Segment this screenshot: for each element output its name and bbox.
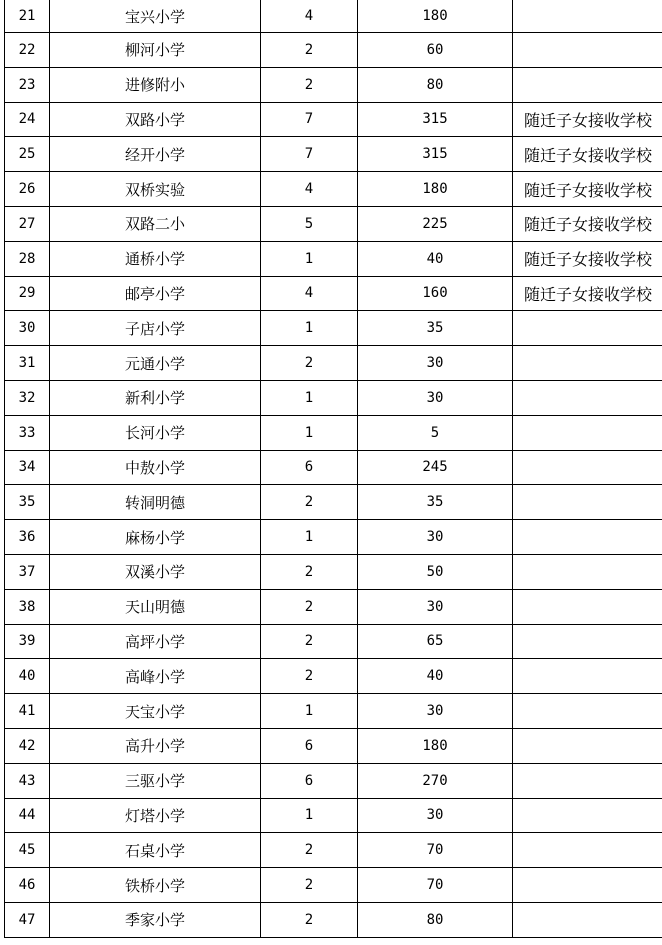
- remark-cell: [513, 659, 662, 694]
- student-count-cell: 70: [358, 833, 513, 868]
- table-row: [5, 380, 662, 415]
- school-name-cell: 进修附小: [50, 67, 261, 102]
- school-name-cell: 双路小学: [50, 102, 261, 137]
- class-count-cell: 1: [261, 520, 358, 555]
- row-number-cell: 38: [5, 589, 50, 624]
- student-count-cell: 35: [358, 311, 513, 346]
- row-number-cell: 31: [5, 346, 50, 381]
- student-count-cell: 5: [358, 415, 513, 450]
- school-name-cell: 高峰小学: [50, 659, 261, 694]
- row-number-cell: 34: [5, 450, 50, 485]
- student-count-cell: 60: [358, 33, 513, 68]
- student-count-cell: 225: [358, 206, 513, 241]
- student-count-cell: 315: [358, 102, 513, 137]
- class-count-cell: 2: [261, 902, 358, 937]
- table-row: [5, 520, 662, 555]
- row-number-cell: 46: [5, 868, 50, 903]
- row-number-cell: 44: [5, 798, 50, 833]
- remark-cell: 随迁子女接收学校: [513, 172, 662, 207]
- school-name-cell: 宝兴小学: [50, 0, 261, 33]
- row-number-cell: 42: [5, 728, 50, 763]
- row-number-cell: 37: [5, 554, 50, 589]
- table-row: [5, 206, 662, 241]
- remark-cell: [513, 67, 662, 102]
- row-number-cell: 21: [5, 0, 50, 33]
- school-name-cell: 灯塔小学: [50, 798, 261, 833]
- school-name-cell: 三驱小学: [50, 763, 261, 798]
- class-count-cell: 7: [261, 137, 358, 172]
- table-row: [5, 276, 662, 311]
- class-count-cell: 2: [261, 624, 358, 659]
- student-count-cell: 40: [358, 659, 513, 694]
- student-count-cell: 30: [358, 346, 513, 381]
- remark-cell: [513, 763, 662, 798]
- student-count-cell: 65: [358, 624, 513, 659]
- remark-cell: [513, 380, 662, 415]
- table-row: [5, 346, 662, 381]
- table-row: [5, 102, 662, 137]
- student-count-cell: 35: [358, 485, 513, 520]
- school-name-cell: 柳河小学: [50, 33, 261, 68]
- student-count-cell: 80: [358, 902, 513, 937]
- school-name-cell: 双路二小: [50, 206, 261, 241]
- row-number-cell: 47: [5, 902, 50, 937]
- row-number-cell: 29: [5, 276, 50, 311]
- row-number-cell: 27: [5, 206, 50, 241]
- school-name-cell: 邮亭小学: [50, 276, 261, 311]
- class-count-cell: 4: [261, 172, 358, 207]
- table-row: [5, 450, 662, 485]
- row-number-cell: 30: [5, 311, 50, 346]
- class-count-cell: 2: [261, 659, 358, 694]
- school-name-cell: 中敖小学: [50, 450, 261, 485]
- remark-cell: [513, 346, 662, 381]
- remark-cell: [513, 450, 662, 485]
- row-number-cell: 22: [5, 33, 50, 68]
- class-count-cell: 1: [261, 415, 358, 450]
- class-count-cell: 2: [261, 346, 358, 381]
- student-count-cell: 160: [358, 276, 513, 311]
- row-number-cell: 32: [5, 380, 50, 415]
- school-name-cell: 新利小学: [50, 380, 261, 415]
- school-name-cell: 通桥小学: [50, 241, 261, 276]
- school-name-cell: 子店小学: [50, 311, 261, 346]
- class-count-cell: 2: [261, 67, 358, 102]
- school-name-cell: 天宝小学: [50, 694, 261, 729]
- school-name-cell: 双桥实验: [50, 172, 261, 207]
- school-name-cell: 麻杨小学: [50, 520, 261, 555]
- school-name-cell: 天山明德: [50, 589, 261, 624]
- row-number-cell: 26: [5, 172, 50, 207]
- row-number-cell: 28: [5, 241, 50, 276]
- student-count-cell: 50: [358, 554, 513, 589]
- student-count-cell: 180: [358, 172, 513, 207]
- row-number-cell: 35: [5, 485, 50, 520]
- row-number-cell: 40: [5, 659, 50, 694]
- class-count-cell: 2: [261, 589, 358, 624]
- student-count-cell: 40: [358, 241, 513, 276]
- table-row: [5, 415, 662, 450]
- remark-cell: [513, 833, 662, 868]
- table-row: [5, 67, 662, 102]
- student-count-cell: 30: [358, 798, 513, 833]
- remark-cell: 随迁子女接收学校: [513, 206, 662, 241]
- student-count-cell: 180: [358, 0, 513, 33]
- remark-cell: [513, 798, 662, 833]
- row-number-cell: 43: [5, 763, 50, 798]
- remark-cell: [513, 728, 662, 763]
- table-row: [5, 33, 662, 68]
- school-name-cell: 高坪小学: [50, 624, 261, 659]
- class-count-cell: 7: [261, 102, 358, 137]
- student-count-cell: 30: [358, 380, 513, 415]
- row-number-cell: 24: [5, 102, 50, 137]
- remark-cell: [513, 624, 662, 659]
- table-row: [5, 624, 662, 659]
- school-table: [4, 0, 662, 938]
- row-number-cell: 41: [5, 694, 50, 729]
- remark-cell: [513, 589, 662, 624]
- class-count-cell: 2: [261, 554, 358, 589]
- class-count-cell: 2: [261, 833, 358, 868]
- class-count-cell: 1: [261, 241, 358, 276]
- table-row: [5, 694, 662, 729]
- remark-cell: [513, 415, 662, 450]
- school-name-cell: 高升小学: [50, 728, 261, 763]
- class-count-cell: 2: [261, 868, 358, 903]
- class-count-cell: 1: [261, 694, 358, 729]
- row-number-cell: 25: [5, 137, 50, 172]
- remark-cell: 随迁子女接收学校: [513, 137, 662, 172]
- row-number-cell: 45: [5, 833, 50, 868]
- student-count-cell: 80: [358, 67, 513, 102]
- table-row: [5, 833, 662, 868]
- table-row: [5, 554, 662, 589]
- table-row: [5, 589, 662, 624]
- student-count-cell: 315: [358, 137, 513, 172]
- remark-cell: [513, 0, 662, 33]
- student-count-cell: 30: [358, 589, 513, 624]
- student-count-cell: 30: [358, 694, 513, 729]
- table-row: [5, 659, 662, 694]
- class-count-cell: 4: [261, 0, 358, 33]
- student-count-cell: 70: [358, 868, 513, 903]
- table-row: [5, 868, 662, 903]
- class-count-cell: 1: [261, 380, 358, 415]
- school-name-cell: 转洞明德: [50, 485, 261, 520]
- class-count-cell: 5: [261, 206, 358, 241]
- school-name-cell: 铁桥小学: [50, 868, 261, 903]
- row-number-cell: 33: [5, 415, 50, 450]
- class-count-cell: 4: [261, 276, 358, 311]
- remark-cell: 随迁子女接收学校: [513, 102, 662, 137]
- student-count-cell: 245: [358, 450, 513, 485]
- table-row: [5, 137, 662, 172]
- remark-cell: [513, 33, 662, 68]
- table-row: [5, 728, 662, 763]
- remark-cell: [513, 311, 662, 346]
- school-name-cell: 经开小学: [50, 137, 261, 172]
- class-count-cell: 2: [261, 485, 358, 520]
- student-count-cell: 180: [358, 728, 513, 763]
- class-count-cell: 6: [261, 728, 358, 763]
- remark-cell: [513, 520, 662, 555]
- class-count-cell: 1: [261, 798, 358, 833]
- school-name-cell: 长河小学: [50, 415, 261, 450]
- table-row: [5, 902, 662, 937]
- class-count-cell: 2: [261, 33, 358, 68]
- school-table-wrapper: [4, 0, 662, 938]
- table-row: [5, 763, 662, 798]
- student-count-cell: 30: [358, 520, 513, 555]
- remark-cell: [513, 694, 662, 729]
- school-name-cell: 元通小学: [50, 346, 261, 381]
- school-table-body: [5, 0, 662, 937]
- row-number-cell: 39: [5, 624, 50, 659]
- remark-cell: [513, 554, 662, 589]
- table-row: [5, 485, 662, 520]
- remark-cell: [513, 485, 662, 520]
- remark-cell: 随迁子女接收学校: [513, 276, 662, 311]
- school-name-cell: 季家小学: [50, 902, 261, 937]
- row-number-cell: 36: [5, 520, 50, 555]
- table-row: [5, 172, 662, 207]
- remark-cell: [513, 902, 662, 937]
- table-row: [5, 241, 662, 276]
- student-count-cell: 270: [358, 763, 513, 798]
- row-number-cell: 23: [5, 67, 50, 102]
- table-row: [5, 311, 662, 346]
- class-count-cell: 6: [261, 763, 358, 798]
- school-name-cell: 双溪小学: [50, 554, 261, 589]
- class-count-cell: 6: [261, 450, 358, 485]
- remark-cell: 随迁子女接收学校: [513, 241, 662, 276]
- table-row: [5, 798, 662, 833]
- remark-cell: [513, 868, 662, 903]
- table-row: [5, 0, 662, 33]
- class-count-cell: 1: [261, 311, 358, 346]
- school-name-cell: 石桌小学: [50, 833, 261, 868]
